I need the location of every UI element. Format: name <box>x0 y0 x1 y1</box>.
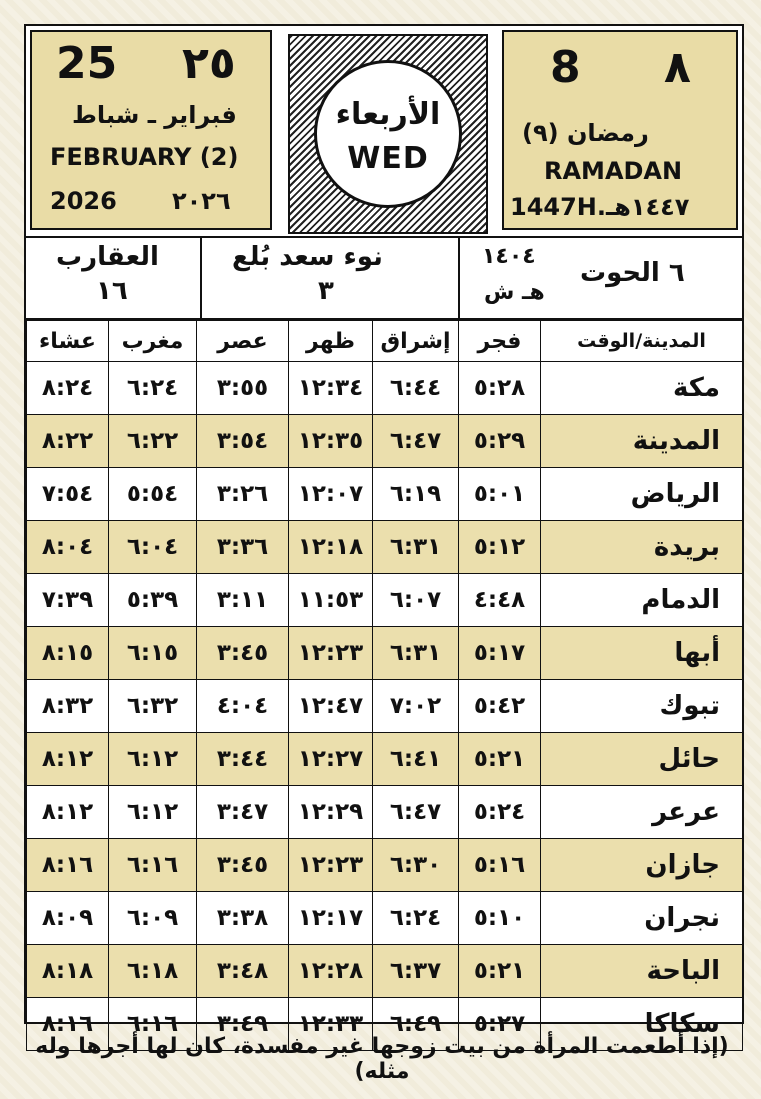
gregorian-year-latin: 2026 <box>50 187 117 215</box>
time-cell: ٣:٥٥ <box>197 362 289 415</box>
time-cell: ١٢:٠٧ <box>289 468 373 521</box>
season-info-row <box>26 236 742 320</box>
time-cell: ٥:١٧ <box>459 627 541 680</box>
city-name: أبها <box>541 627 743 680</box>
column-header: مغرب <box>109 321 197 362</box>
time-cell: ١٢:٤٧ <box>289 680 373 733</box>
time-cell: ٦:١٢ <box>109 733 197 786</box>
time-cell: ٦:٣٧ <box>373 945 459 998</box>
time-cell: ٥:٤٢ <box>459 680 541 733</box>
time-cell: ٨:١٢ <box>27 733 109 786</box>
time-cell: ١٢:٣٣ <box>289 998 373 1051</box>
time-cell: ٦:٣١ <box>373 627 459 680</box>
table-row <box>27 468 743 521</box>
city-name: بريدة <box>541 521 743 574</box>
time-cell: ١١:٥٣ <box>289 574 373 627</box>
time-cell: ٦:١٦ <box>109 998 197 1051</box>
time-cell: ٥:٢٩ <box>459 415 541 468</box>
table-row <box>27 574 743 627</box>
time-cell: ٦:٣٢ <box>109 680 197 733</box>
time-cell: ٥:٢٤ <box>459 786 541 839</box>
time-cell: ٦:٤٧ <box>373 786 459 839</box>
time-cell: ٨:١٦ <box>27 839 109 892</box>
time-cell: ٦:٢٤ <box>373 892 459 945</box>
time-cell: ٦:٤٧ <box>373 415 459 468</box>
hijri-month-arabic: رمضان (٩) <box>522 119 649 147</box>
time-cell: ٨:١٨ <box>27 945 109 998</box>
time-cell: ٨:٣٢ <box>27 680 109 733</box>
time-cell: ٨:٢٢ <box>27 415 109 468</box>
hijri-month-latin: RAMADAN <box>544 157 683 185</box>
time-cell: ٥:٥٤ <box>109 468 197 521</box>
time-cell: ١٢:٢٨ <box>289 945 373 998</box>
time-cell: ٣:٤٤ <box>197 733 289 786</box>
table-row <box>27 521 743 574</box>
gregorian-month-arabic: فبراير ـ شباط <box>72 101 237 129</box>
time-cell: ٥:٢٧ <box>459 998 541 1051</box>
solar-label: هـ ش <box>484 280 545 305</box>
star-name: العقارب <box>56 242 159 272</box>
time-cell: ٥:٠١ <box>459 468 541 521</box>
solar-year: ١٤٠٤ <box>482 244 536 269</box>
city-name: الرياض <box>541 468 743 521</box>
time-cell: ٥:١٦ <box>459 839 541 892</box>
time-cell: ٥:٢١ <box>459 945 541 998</box>
time-cell: ٣:٤٧ <box>197 786 289 839</box>
time-cell: ٥:١٢ <box>459 521 541 574</box>
time-cell: ٣:٤٨ <box>197 945 289 998</box>
city-name: سكاكا <box>541 998 743 1051</box>
table-row <box>27 839 743 892</box>
time-cell: ٣:٣٦ <box>197 521 289 574</box>
city-name: الدمام <box>541 574 743 627</box>
time-cell: ١٢:٢٣ <box>289 627 373 680</box>
time-cell: ٣:٣٨ <box>197 892 289 945</box>
time-cell: ٦:٢٢ <box>109 415 197 468</box>
time-cell: ٤:٠٤ <box>197 680 289 733</box>
table-body <box>27 362 743 1051</box>
city-name: الباحة <box>541 945 743 998</box>
table-header-row <box>27 321 743 362</box>
time-cell: ٤:٤٨ <box>459 574 541 627</box>
time-cell: ١٢:١٧ <box>289 892 373 945</box>
star-day: ١٦ <box>96 276 128 306</box>
table-row <box>27 892 743 945</box>
time-cell: ٨:٠٤ <box>27 521 109 574</box>
prayer-times-table <box>26 320 743 1051</box>
city-time-header: المدينة/الوقت <box>541 321 743 362</box>
hijri-year: 1447H.١٤٤٧هـ <box>510 193 690 221</box>
hijri-date-box <box>502 30 738 230</box>
hijri-day-latin: 8 <box>550 42 581 93</box>
city-name: تبوك <box>541 680 743 733</box>
time-cell: ٨:٢٤ <box>27 362 109 415</box>
time-cell: ٧:٣٩ <box>27 574 109 627</box>
column-header: عصر <box>197 321 289 362</box>
weekday-latin: WED <box>347 141 429 176</box>
city-name: مكة <box>541 362 743 415</box>
time-cell: ٥:٢٨ <box>459 362 541 415</box>
time-cell: ٦:٢٤ <box>109 362 197 415</box>
time-cell: ٦:٤٩ <box>373 998 459 1051</box>
time-cell: ٦:٠٤ <box>109 521 197 574</box>
hijri-day-arabic: ٨ <box>664 42 691 93</box>
footer-hadith: (إذا أطعمت المرأة من بيت زوجها غير مفسدة، كان لها أجرها وله مثله) <box>35 1034 729 1084</box>
time-cell: ٨:١٢ <box>27 786 109 839</box>
calendar-sheet <box>24 24 744 1039</box>
time-cell: ٣:٥٤ <box>197 415 289 468</box>
time-cell: ٦:٤٤ <box>373 362 459 415</box>
time-cell: ١٢:٣٥ <box>289 415 373 468</box>
table-row <box>27 627 743 680</box>
column-header: عشاء <box>27 321 109 362</box>
time-cell: ١٢:٣٤ <box>289 362 373 415</box>
time-cell: ١٢:٢٣ <box>289 839 373 892</box>
time-cell: ٣:١١ <box>197 574 289 627</box>
column-header: إشراق <box>373 321 459 362</box>
column-header: ظهر <box>289 321 373 362</box>
table-row <box>27 680 743 733</box>
zodiac-cell <box>458 238 742 318</box>
city-name: عرعر <box>541 786 743 839</box>
time-cell: ٦:٠٧ <box>373 574 459 627</box>
zodiac-name: ٦ الحوت <box>580 258 685 288</box>
time-cell: ٣:٤٥ <box>197 627 289 680</box>
time-cell: ٦:٤١ <box>373 733 459 786</box>
city-name: المدينة <box>541 415 743 468</box>
time-cell: ٧:٥٤ <box>27 468 109 521</box>
time-cell: ٨:١٦ <box>27 998 109 1051</box>
column-header: فجر <box>459 321 541 362</box>
seal-center <box>314 60 462 208</box>
time-cell: ٦:١٨ <box>109 945 197 998</box>
time-cell: ٣:٤٥ <box>197 839 289 892</box>
time-cell: ١٢:٢٧ <box>289 733 373 786</box>
table-row <box>27 733 743 786</box>
table-row <box>27 945 743 998</box>
time-cell: ٦:١٢ <box>109 786 197 839</box>
time-cell: ١٢:١٨ <box>289 521 373 574</box>
city-name: جازان <box>541 839 743 892</box>
gregorian-day-latin: 25 <box>56 38 118 89</box>
time-cell: ٨:١٥ <box>27 627 109 680</box>
table-row <box>27 415 743 468</box>
time-cell: ٦:٣١ <box>373 521 459 574</box>
time-cell: ٧:٠٢ <box>373 680 459 733</box>
time-cell: ٣:٤٩ <box>197 998 289 1051</box>
time-cell: ٦:١٦ <box>109 839 197 892</box>
time-cell: ٥:٣٩ <box>109 574 197 627</box>
time-cell: ٣:٢٦ <box>197 468 289 521</box>
table-row <box>27 362 743 415</box>
weekday-seal <box>288 34 488 234</box>
time-cell: ٥:٢١ <box>459 733 541 786</box>
season-name: نوء سعد بُلع <box>232 242 383 272</box>
time-cell: ٨:٠٩ <box>27 892 109 945</box>
gregorian-month-latin: FEBRUARY (2) <box>50 143 239 171</box>
time-cell: ٥:١٠ <box>459 892 541 945</box>
season-cell <box>200 238 458 318</box>
time-cell: ٦:١٩ <box>373 468 459 521</box>
gregorian-day-arabic: ٢٥ <box>182 38 236 89</box>
city-name: حائل <box>541 733 743 786</box>
star-cell <box>26 238 200 318</box>
season-day: ٣ <box>318 276 334 306</box>
time-cell: ٦:١٥ <box>109 627 197 680</box>
city-name: نجران <box>541 892 743 945</box>
gregorian-date-box <box>30 30 272 230</box>
time-cell: ١٢:٢٩ <box>289 786 373 839</box>
time-cell: ٦:٣٠ <box>373 839 459 892</box>
time-cell: ٦:٠٩ <box>109 892 197 945</box>
table-row <box>27 786 743 839</box>
weekday-arabic: الأربعاء <box>335 97 441 132</box>
gregorian-year-arabic: ٢٠٢٦ <box>172 187 231 215</box>
